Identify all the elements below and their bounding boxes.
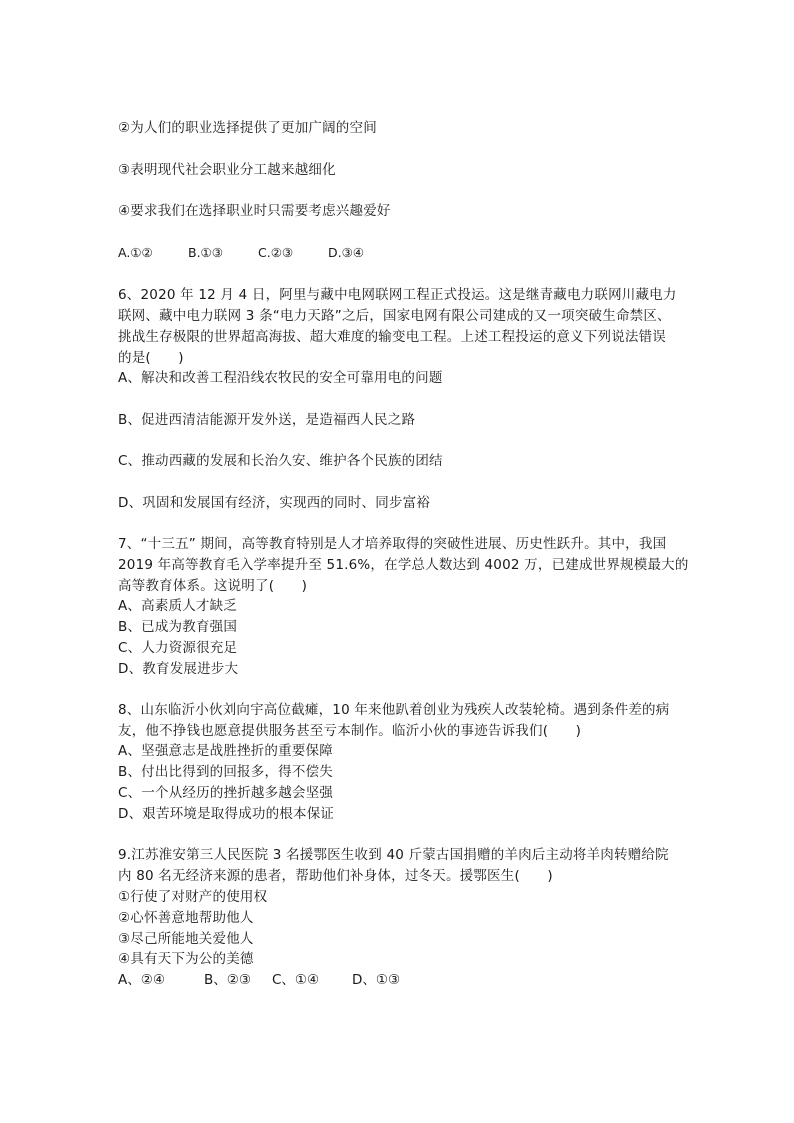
q5-statement-3: ③表明现代社会职业分工越来越细化 (118, 162, 336, 178)
q8-option-a: A、坚强意志是战胜挫折的重要保障 (118, 743, 333, 759)
q9-option-c: C、①④ (272, 972, 320, 988)
q5-statement-2: ②为人们的职业选择提供了更加广阔的空间 (118, 120, 377, 136)
q9-stem-line: 内 80 名无经济来源的患者，帮助他们补身体，过冬天。援鄂医生( ) (118, 868, 553, 884)
q5-option-b: B.①③ (188, 245, 223, 260)
q9-statement-2: ②心怀善意地帮助他人 (118, 910, 254, 926)
q5-options (118, 243, 364, 263)
q6-stem-line: 的是( ) (118, 350, 184, 366)
q5-statement-4: ④要求我们在选择职业时只需要考虑兴趣爱好 (118, 203, 391, 219)
q5-option-c: C.②③ (258, 245, 294, 260)
q7-option-c: C、人力资源很充足 (118, 640, 238, 656)
q9-option-b: B、②③ (204, 972, 251, 988)
q9-option-d: D、①③ (352, 972, 401, 988)
q7-stem-line: 7、“十三五” 期间，高等教育特别是人才培养取得的突破性进展、历史性跃升。其中，我国 (118, 536, 667, 552)
q7-stem-line: 高等教育体系。这说明了( ) (118, 578, 308, 594)
q8-option-b: B、付出比得到的回报多，得不偿失 (118, 764, 333, 780)
q7-option-d: D、教育发展进步大 (118, 661, 239, 677)
q7-option-a: A、高素质人才缺乏 (118, 598, 238, 614)
q9-statement-1: ①行使了对财产的使用权 (118, 889, 268, 905)
q9-option-a: A、②④ (118, 972, 165, 988)
q6-stem-line: 6、2020 年 12 月 4 日，阿里与藏中电网联网工程正式投运。这是继青藏电力联网川藏电力 (118, 287, 677, 303)
q8-stem-line: 8、山东临沂小伙刘向宇高位截瘫，10 年来他趴着创业为残疾人改装轮椅。遇到条件差的病 (118, 702, 670, 718)
q9-statement-4: ④具有天下为公的美德 (118, 951, 254, 967)
q6-option-c: C、推动西藏的发展和长治久安、维护各个民族的团结 (118, 453, 443, 469)
q8-stem-line: 友，他不挣钱也愿意提供服务甚至亏本制作。临沂小伙的事迹告诉我们( ) (118, 723, 582, 739)
q7-stem-line: 2019 年高等教育毛入学率提升至 51.6%，在学总人数达到 4002 万，已建成世界规模最大的 (118, 557, 689, 573)
q6-option-d: D、巩固和发展国有经济，实现西的同时、同步富裕 (118, 495, 430, 511)
q9-statement-3: ③尽己所能地关爱他人 (118, 931, 254, 947)
q6-option-b: B、促进西清洁能源开发外送，是造福西人民之路 (118, 412, 416, 428)
q6-stem-line: 联网、藏中电力联网 3 条“电力天路”之后，国家电网有限公司建成的又一项突破生命禁区、 (118, 308, 671, 324)
q6-option-a: A、解决和改善工程沿线农牧民的安全可靠用电的问题 (118, 370, 443, 386)
q6-stem-line: 挑战生存极限的世界超高海拔、超大难度的输变电工程。上述工程投运的意义下列说法错误 (118, 329, 666, 345)
q7-option-b: B、已成为教育强国 (118, 619, 238, 635)
q5-option-a: A.①② (118, 245, 153, 260)
q8-option-d: D、艰苦环境是取得成功的根本保证 (118, 806, 335, 822)
q8-option-c: C、一个从经历的挫折越多越会坚强 (118, 785, 334, 801)
q9-options (118, 970, 400, 990)
q5-option-d: D.③④ (328, 245, 365, 260)
q9-stem-line: 9.江苏淮安第三人民医院 3 名援鄂医生收到 40 斤蒙古国捐赠的羊肉后主动将羊肉转赠给院 (118, 847, 669, 863)
